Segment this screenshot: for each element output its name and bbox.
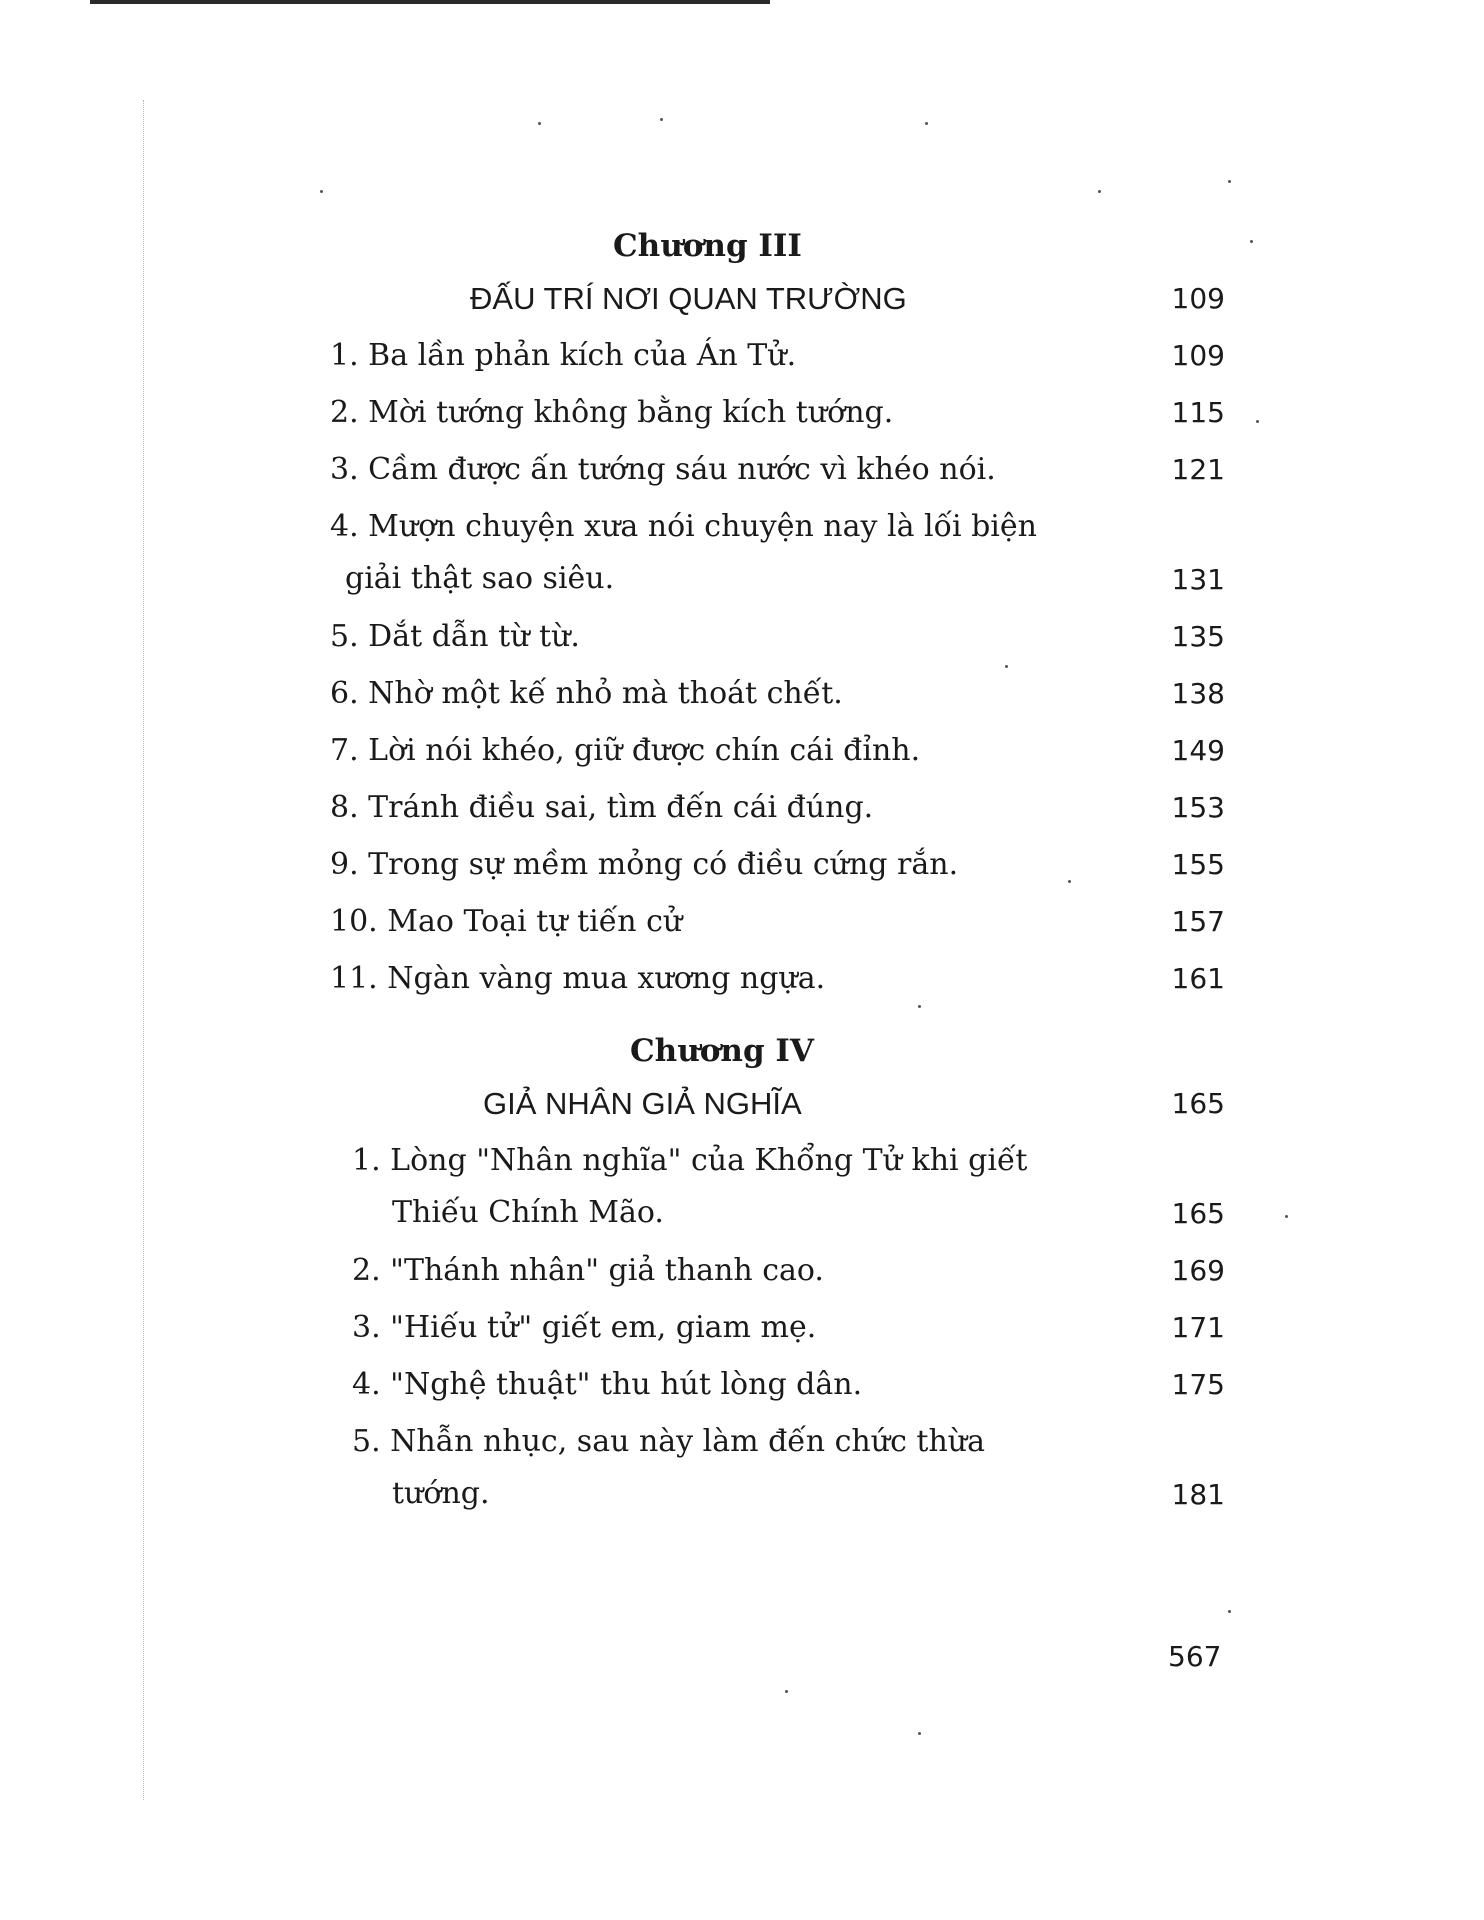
- entry-title: 4. "Nghệ thuật" thu hút lòng dân.: [352, 1367, 863, 1402]
- entry-title: 9. Trong sự mềm mỏng có điều cứng rắn.: [330, 847, 959, 882]
- entry-title-continuation: giải thật sao siêu.: [345, 561, 615, 596]
- chapter-heading: Chương III: [613, 228, 802, 264]
- toc-entry[interactable]: [330, 1413, 1225, 1523]
- page-number: 121: [1171, 453, 1225, 486]
- speck: [1228, 1610, 1231, 1613]
- speck: [1250, 240, 1253, 243]
- entry-title: 6. Nhờ một kế nhỏ mà thoát chết.: [330, 676, 843, 711]
- entry-title: 8. Tránh điều sai, tìm đến cái đúng.: [330, 790, 874, 825]
- page-number: 109: [1171, 339, 1225, 372]
- speck: [918, 1005, 921, 1008]
- footer-page-number: 567: [1168, 1640, 1222, 1673]
- chapter-title: ĐẤU TRÍ NƠI QUAN TRƯỜNG: [470, 281, 907, 316]
- toc-entry[interactable]: [330, 722, 1225, 779]
- chapter-section: [330, 222, 1225, 1007]
- speck: [320, 190, 323, 193]
- page-number: 171: [1171, 1311, 1225, 1344]
- chapter-section: [330, 1027, 1225, 1523]
- entry-title-wrapper: [330, 498, 1110, 605]
- entry-title: 5. Nhẫn nhục, sau này làm đến chức thừa: [352, 1424, 985, 1459]
- toc-entry[interactable]: [330, 665, 1225, 722]
- toc-entry[interactable]: [330, 950, 1225, 1007]
- page-number: 161: [1171, 962, 1225, 995]
- toc-entry[interactable]: [330, 836, 1225, 893]
- entry-title: 2. Mời tướng không bằng kích tướng.: [330, 395, 894, 430]
- entry-title-continuation: Thiếu Chính Mão.: [392, 1195, 664, 1230]
- page-number: 149: [1171, 734, 1225, 767]
- entry-title-wrapper: [352, 1132, 1132, 1239]
- speck: [918, 1732, 921, 1735]
- toc-entry[interactable]: [330, 1356, 1225, 1413]
- entry-title: 4. Mượn chuyện xưa nói chuyện nay là lối biện: [330, 509, 1037, 544]
- speck: [1098, 190, 1101, 193]
- speck: [785, 1690, 788, 1693]
- page-number: 109: [1171, 282, 1225, 315]
- chapter-heading: Chương IV: [630, 1033, 814, 1069]
- page-number: 135: [1171, 620, 1225, 653]
- chapter-title: GIẢ NHÂN GIẢ NGHĨA: [483, 1086, 802, 1121]
- speck: [538, 122, 541, 125]
- speck: [1005, 665, 1008, 668]
- toc-entry[interactable]: [330, 608, 1225, 665]
- toc-entry[interactable]: [330, 1299, 1225, 1356]
- entry-title: 3. "Hiếu tử" giết em, giam mẹ.: [352, 1310, 817, 1345]
- page-number: 153: [1171, 791, 1225, 824]
- table-of-contents: [330, 222, 1225, 1523]
- entry-title-continuation: tướng.: [392, 1476, 490, 1511]
- toc-entry[interactable]: [330, 779, 1225, 836]
- page-number: 155: [1171, 848, 1225, 881]
- entry-title: 1. Ba lần phản kích của Án Tử.: [330, 338, 797, 373]
- page-number: 115: [1171, 396, 1225, 429]
- speck: [1228, 180, 1231, 183]
- entry-title: 7. Lời nói khéo, giữ được chín cái đỉnh.: [330, 733, 921, 768]
- entry-title: 5. Dắt dẫn từ từ.: [330, 619, 580, 654]
- entry-title-wrapper: [352, 1413, 1132, 1520]
- page-edge-shadow: [143, 100, 144, 1800]
- page-number: 131: [1171, 563, 1225, 596]
- toc-entry[interactable]: [330, 327, 1225, 384]
- entry-title: 10. Mao Toại tự tiến cử: [330, 904, 683, 939]
- chapter-title-row[interactable]: [330, 270, 1225, 327]
- toc-entry[interactable]: [330, 498, 1225, 608]
- page-number: 181: [1171, 1478, 1225, 1511]
- entry-title: 11. Ngàn vàng mua xương ngựa.: [330, 961, 826, 996]
- speck: [1256, 420, 1259, 423]
- toc-entry[interactable]: [330, 384, 1225, 441]
- entry-title: 2. "Thánh nhân" giả thanh cao.: [352, 1253, 824, 1288]
- page-number: 175: [1171, 1368, 1225, 1401]
- page-number: 157: [1171, 905, 1225, 938]
- toc-entry[interactable]: [330, 893, 1225, 950]
- toc-entry[interactable]: [330, 1242, 1225, 1299]
- page-number: 165: [1171, 1197, 1225, 1230]
- chapter-title-row[interactable]: [330, 1075, 1225, 1132]
- toc-entry[interactable]: [330, 1132, 1225, 1242]
- speck: [1285, 1215, 1288, 1218]
- speck: [1068, 880, 1071, 883]
- toc-entry[interactable]: [330, 441, 1225, 498]
- page-number: 169: [1171, 1254, 1225, 1287]
- top-rule: [90, 0, 770, 4]
- page-number: 165: [1171, 1087, 1225, 1120]
- page-number: 138: [1171, 677, 1225, 710]
- entry-title: 3. Cầm được ấn tướng sáu nước vì khéo nói.: [330, 452, 996, 487]
- speck: [660, 118, 663, 121]
- speck: [925, 122, 928, 125]
- entry-title: 1. Lòng "Nhân nghĩa" của Khổng Tử khi giết: [352, 1143, 1028, 1178]
